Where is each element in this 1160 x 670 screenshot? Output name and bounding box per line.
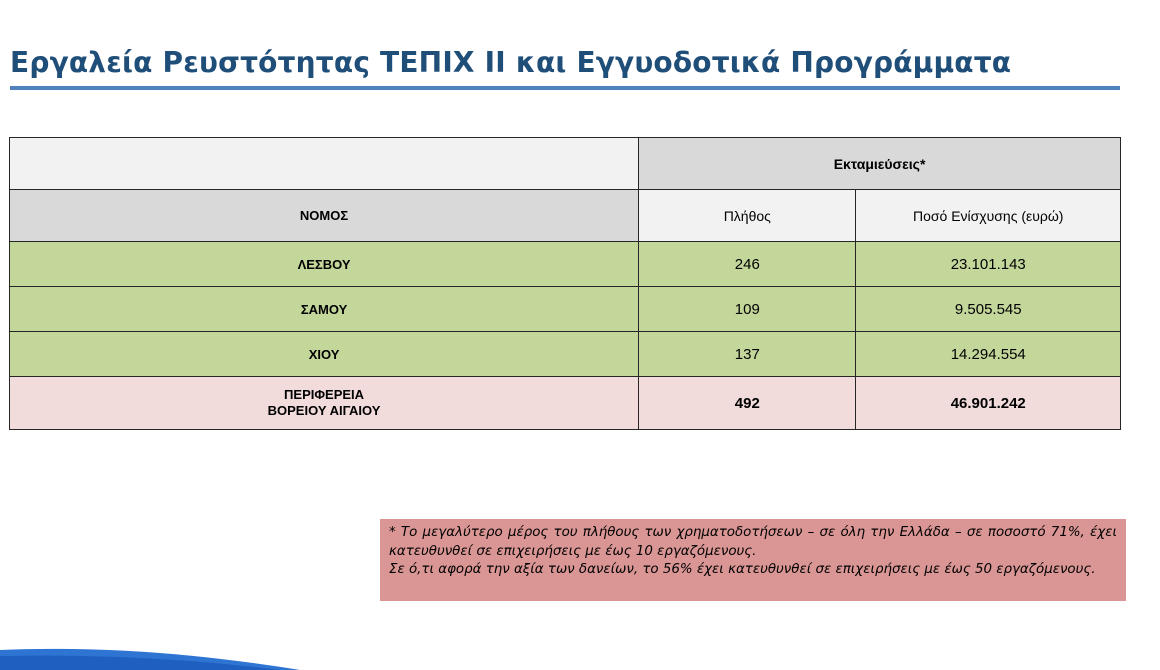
total-count-cell: 492 <box>639 377 856 430</box>
footnote-line1: * Το μεγαλύτερο μέρος του πλήθους των χρηματοδοτήσεων – σε όλη την Ελλάδα – σε ποσοστό 71%, έχει κατευθυνθεί σε επιχειρήσεις με έως 10 εργαζόμενους. <box>389 525 1117 559</box>
column-header-count: Πλήθος <box>639 190 856 242</box>
table-header-row <box>10 190 1121 242</box>
amount-cell: 14.294.554 <box>856 332 1121 377</box>
region-cell: ΣΑΜΟΥ <box>10 287 639 332</box>
table-group-header-row <box>10 138 1121 190</box>
count-cell: 246 <box>639 242 856 287</box>
column-header-amount: Ποσό Ενίσχυσης (ευρώ) <box>856 190 1121 242</box>
amount-cell: 9.505.545 <box>856 287 1121 332</box>
amount-cell: 23.101.143 <box>856 242 1121 287</box>
disbursements-table <box>9 137 1121 430</box>
total-row <box>10 377 1121 430</box>
count-cell: 137 <box>639 332 856 377</box>
total-region-line1: ΠΕΡΙΦΕΡΕΙΑ <box>284 387 365 402</box>
column-header-region: ΝΟΜΟΣ <box>10 190 639 242</box>
footnote-line2: Σε ό,τι αφορά την αξία των δανείων, το 56% έχει κατευθυνθεί σε επιχειρήσεις με έως 50 εργαζόμενους. <box>389 562 1096 577</box>
decorative-swoosh <box>0 636 300 670</box>
table-row <box>10 242 1121 287</box>
empty-header-cell <box>10 138 639 190</box>
total-region-cell <box>10 377 639 430</box>
page-title: Εργαλεία Ρευστότητας ΤΕΠΙΧ ΙΙ και Εγγυοδοτικά Προγράμματα <box>10 46 1012 79</box>
disbursements-group-header: Εκταμιεύσεις* <box>639 138 1121 190</box>
count-cell: 109 <box>639 287 856 332</box>
region-cell: ΧΙΟΥ <box>10 332 639 377</box>
title-underline <box>10 86 1120 90</box>
footnote-box <box>380 519 1126 601</box>
table-row <box>10 287 1121 332</box>
total-amount-cell: 46.901.242 <box>856 377 1121 430</box>
region-cell: ΛΕΣΒΟΥ <box>10 242 639 287</box>
table-row <box>10 332 1121 377</box>
total-region-line2: ΒΟΡΕΙΟΥ ΑΙΓΑΙΟΥ <box>267 403 381 418</box>
